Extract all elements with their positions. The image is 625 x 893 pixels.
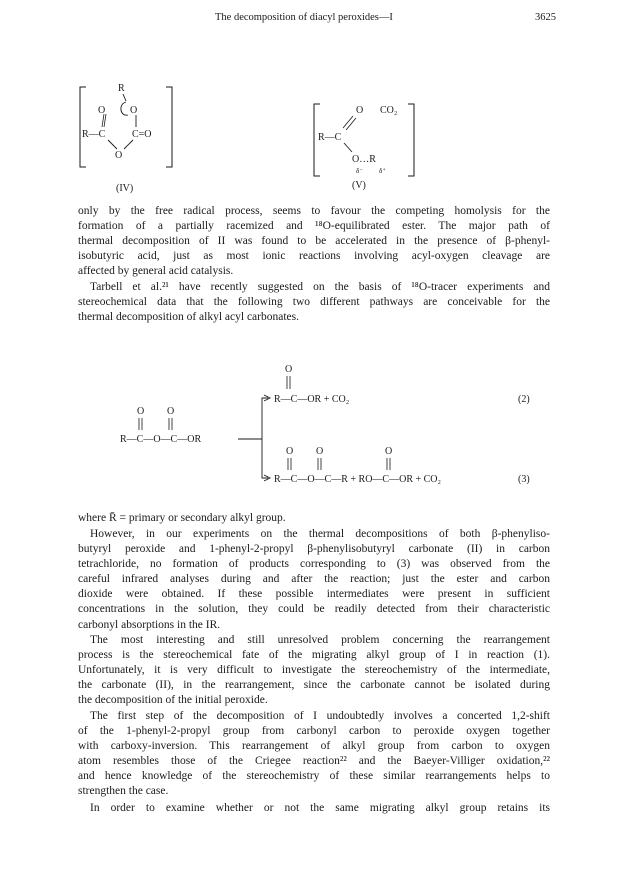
branch-lower — [262, 439, 268, 478]
running-title: The decomposition of diacyl peroxides—I — [215, 12, 393, 23]
v-co2: CO₂ — [380, 105, 398, 116]
structure-v — [300, 100, 430, 200]
v-bond-down — [344, 143, 352, 152]
text-line: careful infrared analyses during and after the reaction; just the ester and carbon — [78, 573, 550, 586]
text-line: butyryl peroxide and 1-phenyl-2-propyl β-phenylisobutyryl carbonate (II) in carbon — [78, 543, 550, 556]
product2-double-bond — [287, 376, 290, 389]
equation-3-number: (3) — [518, 474, 530, 485]
text-line: Unfortunately, it is very difficult to investigate the stereochemistry of the intermediate, — [78, 664, 550, 677]
text-line: strengthen the case. — [78, 785, 169, 798]
right-bracket — [408, 104, 414, 176]
iv-bonds-bottom — [108, 140, 133, 149]
text-line: The most interesting and still unresolved problem concerning the rearrangement — [90, 634, 550, 646]
text-line: In order to examine whether or not the same migrating alkyl group retains its — [90, 802, 550, 814]
paragraph-7 — [78, 801, 550, 816]
text-line: carbonyl absorptions in the IR. — [78, 618, 221, 631]
reactant-o2: O — [167, 406, 175, 417]
v-o-top: O — [356, 105, 364, 116]
product3: R—C—O—C—R + RO—C—OR + CO₂ — [274, 474, 442, 485]
iv-rc-left: R—C — [82, 129, 106, 140]
text-line: Tarbell et al.²¹ have recently suggested on the basis of ¹⁸O-tracer experiments and — [90, 281, 550, 293]
page-number: 3625 — [535, 12, 556, 23]
text-line: thermal decomposition of II was found to be accelerated in the presence of β-phenyl- — [78, 235, 550, 248]
left-bracket — [80, 87, 86, 167]
text-line: where R̄ = primary or secondary alkyl group. — [78, 512, 286, 524]
text-line: formation of a partially racemized and ¹⁸O-equilibrated ester. The major path of — [78, 220, 550, 233]
text-line: concentrations in the solution, they could be readily detected from their characteristic — [78, 603, 550, 616]
branch-upper — [238, 398, 268, 439]
text-line: thermal decomposition of alkyl acyl carbonates. — [78, 311, 299, 324]
product3-double-bonds — [288, 458, 390, 470]
iv-r-top: R — [118, 83, 125, 94]
v-label: (V) — [352, 180, 366, 191]
product2: R—C—OR + CO₂ — [274, 394, 350, 405]
text-line: the decomposition of the initial peroxide. — [78, 694, 268, 707]
structure-iv — [70, 75, 200, 200]
v-delta-pos: δ⁺ — [379, 167, 386, 175]
iv-label: (IV) — [116, 183, 134, 194]
text-line: only by the free radical process, seems to favour the competing homolysis for the — [78, 205, 550, 217]
text-line: the carbonate (II), in the rearrangement, since the carbonate cannot be isolated during — [78, 679, 550, 692]
reaction-scheme — [100, 362, 570, 492]
text-line: tetrachloride, no formation of products corresponding to (3) was observed from the — [78, 558, 550, 571]
reactant-o1: O — [137, 406, 145, 417]
product2-o: O — [285, 364, 293, 375]
text-line: with carboxy-inversion. This rearrangement of alkyl group from carbon to oxygen — [78, 740, 550, 753]
text-line: of the 1-phenyl-2-propyl group from carbonyl carbon to peroxide oxygen together — [78, 725, 550, 738]
text-line: and hence knowledge of the stereochemistry of these similar rearrangements helps to — [78, 770, 550, 783]
iv-o-right: O — [130, 105, 138, 116]
paragraph-4 — [78, 527, 550, 633]
iv-c-eq-o: C=O — [132, 129, 152, 140]
equation-2-number: (2) — [518, 394, 530, 405]
text-line: However, in our experiments on the thermal decompositions of both β-phenyliso- — [90, 528, 550, 540]
reactant-double-bonds — [139, 418, 172, 430]
iv-bond-r — [123, 94, 126, 101]
product3-o2: O — [316, 446, 324, 457]
paragraph-6 — [78, 709, 550, 800]
right-bracket — [166, 87, 172, 167]
text-line: process is the stereochemical fate of the migrating alkyl group of I in reaction (1). — [78, 649, 550, 662]
text-line: The first step of the decomposition of I undoubtedly involves a concerted 1,2-shift — [90, 710, 550, 722]
paragraph-3 — [78, 511, 550, 526]
paragraph-5 — [78, 633, 550, 708]
v-bond-double — [343, 116, 356, 130]
text-line: atom resembles those of the Criegee reaction²² and the Baeyer-Villiger oxidation,²² — [78, 755, 550, 768]
page-header — [0, 12, 625, 28]
v-o-r: O…R — [352, 154, 376, 165]
iv-o-left: O — [98, 105, 106, 116]
text-line: stereochemical data that the following two different pathways are conceivable for the — [78, 296, 550, 309]
v-delta-neg: δ⁻ — [356, 167, 363, 175]
product3-o1: O — [286, 446, 294, 457]
paragraph-2 — [78, 280, 550, 325]
iv-bond-loop — [121, 102, 128, 115]
reactant: R—C—O—C—OR — [120, 434, 202, 445]
product3-o3: O — [385, 446, 393, 457]
paragraph-1 — [78, 204, 550, 279]
iv-o-bottom: O — [115, 150, 123, 161]
text-line: affected by general acid catalysis. — [78, 265, 234, 278]
text-line: dioxide were obtained. If these possible intermediates were present in sufficient — [78, 588, 550, 601]
v-rc: R—C — [318, 132, 342, 143]
text-line: isobutyric acid, just as most ionic reactions involving acyl-oxygen cleavage are — [78, 250, 550, 263]
